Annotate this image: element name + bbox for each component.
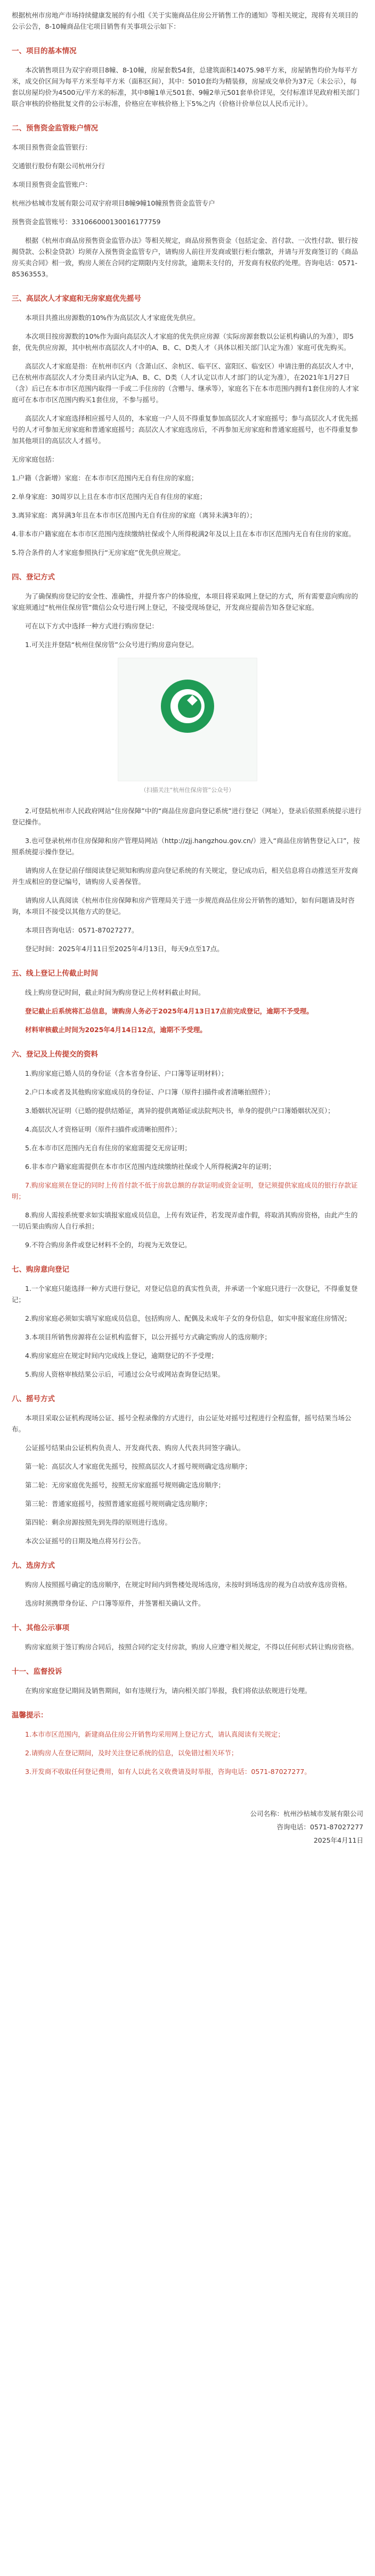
list-item: 4.购房家庭应在规定时间内完成线上登记，逾期登记的不予受理； xyxy=(25,1352,218,1360)
section-3-paragraph-1: 本项目共推出房源数的10%作为高层次人才家庭优先供应。 xyxy=(25,314,200,322)
list-item: 2.单身家庭：30周岁以上且在本市市区范围内无自有住房的家庭； xyxy=(12,493,207,501)
list-item: 3.婚姻状况证明（已婚的提供结婚证，离异的提供离婚证或法院判决书，单身的提供户口簿婚姻状况页）； xyxy=(25,1107,335,1115)
section-10-paragraph: 购房家庭须于签订购房合同后，按照合同约定支付房款，购房人应遵守相关规定，不得以任何形式转让购房资格。 xyxy=(25,1643,358,1651)
intro-paragraph: 根据杭州市房地产市场持续健康发展的有小组《关于实施商品住房公开销售工作的通知》等相关规定，现将有关项目的公示公告，8-10幢商品住宅项目销售有关事项公示如下： xyxy=(12,11,358,30)
list-item: 2.户口本或者及其他购房家庭成员的身份证、户口簿（原件扫描件或者清晰拍照件）； xyxy=(25,1088,275,1096)
section-3-paragraph-3: 高层次人才家庭是指：在杭州市区内（含萧山区、余杭区、临平区、富阳区、临安区）申请注册的高层次人才中，已在杭州市高层次人才分类目录内认定为A、B、C、D类（人才认定以市人才部门的认定为准），在2021年1月27日（含）后已在本市市区范围内取得一手或二手住房的（含赠与、继承等），家庭名下在本市范围内拥有1套住房的人才家庭可在本市市区范围内购买1套住房，不参与摇号。 xyxy=(12,362,359,404)
section-11-title: 十一、监督投诉 xyxy=(12,1667,62,1676)
list-item: 5.在本市市区范围内无自有住房的家庭需提交无房证明； xyxy=(25,1144,191,1152)
list-item: 6.非本市户籍家庭需提供在本市市区范围内连续缴纳社保或个人所得税满2年的证明； xyxy=(25,1163,275,1171)
section-1-paragraph: 本次销售项目为双宇府项目8幢、8-10幢，房屋套数54套，总建筑面积14075.98平方米，房屋销售均价为每平方米，成交价区间为每平方米至每平方米（面积区间），其中：5010套均为精装修，房屋成交单价为37元（未公示），每套以房屋均价为4500元/平方米的标准，其中8幢1单元501套、9幢2单元501套单价详见，交付标准详见政府相关部门联合审核的价格批复文件的公示标准，价格应在审核价格上下5%之内（价格计价单位以人民币元计）。 xyxy=(12,66,360,108)
section-4-paragraph-2: 可在以下方式中选择一种方式进行购房登记： xyxy=(25,622,159,630)
account-number: 预售资金监管账号：331066000130016177759 xyxy=(12,218,161,226)
section-11-paragraph: 在购房家庭登记期间及销售期间，如有违规行为，请向相关部门举报，我们将依法依规进行处理。 xyxy=(25,1687,312,1695)
tip-item: 2.请购房人在登记期间，及时关注登记系统的信息，以免错过相关环节； xyxy=(25,1749,238,1757)
section-8-paragraph-3: 本次公证摇号的日期及地点将另行公告。 xyxy=(25,1537,145,1545)
bank-name: 交通银行股份有限公司杭州分行 xyxy=(12,162,105,170)
tips-title: 温馨提示： xyxy=(12,1711,48,1720)
section-9-title: 九、选房方式 xyxy=(12,1561,55,1570)
section-8-title: 八、摇号方式 xyxy=(12,1395,55,1403)
list-item: 第二轮：无房家庭优先摇号，按照无房家庭摇号规则确定选房顺序； xyxy=(25,1481,225,1489)
section-4-paragraph-5: 请购房人在登记前仔细阅读登记须知和购房意向登记系统的有关规定，登记成功后，相关信息将自动推送至开发商并生成相应的登记编号，请购房人妥善保管。 xyxy=(12,866,358,886)
section-6-title: 六、登记及上传提交的资料 xyxy=(12,1050,98,1059)
section-3-title: 三、高层次人才家庭和无房家庭优先摇号 xyxy=(12,295,141,303)
list-item: 2.购房家庭必须如实填写家庭成员信息，包括购房人、配偶及未成年子女的身份信息，如实申报家庭住房情况； xyxy=(25,1314,351,1322)
section-5-title: 五、线上登记上传截止时间 xyxy=(12,969,98,978)
section-4-title: 四、登记方式 xyxy=(12,573,55,582)
signature-company: 公司名称：杭州沙枯城市发展有限公司 xyxy=(250,1810,363,1818)
qr-logo-icon xyxy=(161,680,214,733)
signature-contact: 咨询电话：0571-87027277 xyxy=(276,1823,363,1831)
section-4-paragraph-6: 请购房人认真阅读《杭州市住房保障和房产管理局关于进一步规范商品住房公开销售的通知》，如有问题请及时咨询，本项目不接受以其他方式的登记。 xyxy=(12,896,355,915)
list-item: 第一轮：高层次人才家庭优先摇号，按照高层次人才摇号规则确定选房顺序； xyxy=(25,1462,252,1470)
section-9-paragraph-1: 购房人按照摇号确定的选房顺序，在规定时间内到售楼处现场选房，未按时到场选房的视为自动放弃选房资格。 xyxy=(25,1581,352,1589)
list-item: 1.户籍（含新增）家庭：在本市市区范围内无自有住房的家庭； xyxy=(12,474,198,482)
section-4-paragraph-1: 为了确保购房登记的安全性、准确性，并提升客户的体验度，本项目将采取网上登记的方式，所有需要意向购房的家庭须通过“杭州住保房管”微信公众号进行网上登记，不接受现场登记，开发商应提前告知各登记家庭。 xyxy=(12,592,358,611)
signature-date: 2025年4月11日 xyxy=(313,1836,363,1844)
list-item: 5.购房人资格审核结果公示后，可通过公众号或网站查询登记结果。 xyxy=(25,1370,225,1378)
qr-note: 1.可关注并登陆“杭州住保房管”公众号进行购房意向登记。 xyxy=(25,641,198,649)
section-9-paragraph-2: 选房时须携带身份证、户口簿等原件，并签署相关确认文件。 xyxy=(25,1599,205,1607)
list-item: 1.购房家庭已婚人员的身份证（含本省身份证、户口簿等证明材料）； xyxy=(25,1069,228,1077)
section-3-paragraph-4: 高层次人才家庭选择相应摇号人员的，本家庭一户人员不得重复参加高层次人才家庭摇号；参与高层次人才优先摇号的人才可参加无房家庭和普通家庭摇号；高层次人才家庭选房后，不再参加无房家庭和普通家庭摇号，也不得重复参加其他项目的高层次人才摇号。 xyxy=(12,414,358,445)
section-4-paragraph-3: 2.可登陆杭州市人民政府网站“住房保障”中的“商品住房意向登记系统”进行登记（网址），登录后依照系统提示进行登记操作。 xyxy=(12,807,362,826)
account-name: 杭州沙枯城市发展有限公司双宇府项目8幢9幢10幢预售资金监管专户 xyxy=(12,199,215,207)
spacer xyxy=(12,1785,363,1806)
bank-label: 本项目预售资金监管银行： xyxy=(12,143,92,151)
list-item: 7.购房家庭须在登记的同时上传首付款不低于房款总额的存款证明或资金证明，登记须提供家庭成员的银行存款证明； xyxy=(12,1181,358,1200)
section-2-paragraph: 根据《杭州市商品房预售资金监管办法》等相关规定，商品房预售资金（包括定金、首付款、一次性付款、银行按揭贷款、公积金贷款）均须存入预售资金监管专户，请购房人前往开发商或银行柜台缴款，并请与开发商签订的《商品房买卖合同》相一致，购房人须在合同约定期限内支付房款，逾期未支付的，开发商有权依约处理。咨询电话：0571-85363553。 xyxy=(12,236,358,278)
section-1-title: 一、项目的基本情况 xyxy=(12,47,77,55)
section-8-paragraph-1: 本项目采取公证机构现场公证、摇号全程录像的方式进行，由公证处对摇号过程进行全程监督，摇号结果当场公布。 xyxy=(12,1414,352,1433)
section-2-title: 二、预售资金监管账户情况 xyxy=(12,124,98,133)
section-8-paragraph-2: 公证摇号结果由公证机构负责人、开发商代表、购房人代表共同签字确认。 xyxy=(25,1444,245,1452)
qr-caption: （扫描关注“杭州住保房管”公众号） xyxy=(140,787,235,794)
section-5-paragraph-2: 登记截止后系统将汇总信息，请购房人务必于2025年4月13日17点前完成登记，逾期不予受理。 xyxy=(25,1007,313,1015)
section-3-paragraph-2: 本次项目按房源数的10%作为面向高层次人才家庭的优先供应房源（实际房源套数以公证机构确认的为准），即5套，优先供应房源，其中杭州市高层次人才中的A、B、C、D类人才（具体以相关部门认定为准）家庭可优先购买。 xyxy=(12,332,354,351)
section-5-paragraph-1: 线上购房登记时间，截止时间为购房登记上传材料截止时间。 xyxy=(25,988,205,996)
section-4-paragraph-4: 3.也可登录杭州市住房保障和房产管理局网站（http://zjj.hangzhou.gov.cn/）进入“商品住房销售登记入口”，按照系统提示操作登记。 xyxy=(12,837,360,856)
list-item: 8.购房人需按系统要求如实填报家庭成员信息，上传有效证件，若发现弄虚作假，将取消其购房资格，由此产生的一切后果由购房人自行承担； xyxy=(12,1211,358,1230)
registration-time: 登记时间：2025年4月11日至2025年4月13日，每天9点至17点。 xyxy=(25,945,224,953)
account-label: 本项目预售资金监管账户： xyxy=(12,181,92,189)
section-4-paragraph-7: 本项目咨询电话：0571-87027277。 xyxy=(25,926,138,934)
list-item: 第四轮：剩余房源按照先到先得的原则进行选房。 xyxy=(25,1518,172,1526)
tip-item: 3.开发商不收取任何登记费用，如有人以此名义收费请及时举报，咨询电话：0571-87027277。 xyxy=(25,1768,311,1776)
section-10-title: 十、其他公示事项 xyxy=(12,1624,69,1632)
list-item: 9.不符合购房条件或登记材料不全的，均视为无效登记。 xyxy=(25,1241,191,1249)
list-item: 第三轮：普通家庭摇号，按照普通家庭摇号规则确定选房顺序； xyxy=(25,1500,212,1508)
qr-code-image xyxy=(118,658,257,781)
list-item: 5.符合条件的人才家庭参照执行“无房家庭”优先供应规定。 xyxy=(12,549,185,557)
list-item: 1.一个家庭只能选择一种方式进行登记，对登记信息的真实性负责，并承诺一个家庭只进行一次登记，不得重复登记； xyxy=(12,1285,358,1304)
tip-item: 1.本市市区范围内，新建商品住房公开销售均采用网上登记方式，请认真阅读有关规定； xyxy=(25,1730,284,1738)
list-item: 3.离异家庭：离异满3年且在本市市区范围内无自有住房的家庭（离异未满3年的）； xyxy=(12,511,257,519)
list-item: 4.非本市户籍家庭在本市市区范围内连续缴纳社保或个人所得税满2年及以上且在本市市区范围内无自有住房的家庭。 xyxy=(12,530,355,538)
list-item: 3.本项目所销售房源将在公证机构监督下，以公开摇号方式确定购房人的选房顺序； xyxy=(25,1333,271,1341)
section-3-paragraph-5: 无房家庭包括： xyxy=(12,455,59,463)
section-7-title: 七、购房意向登记 xyxy=(12,1265,69,1274)
list-item: 4.高层次人才资格证明（原件扫描件或清晰拍照件）； xyxy=(25,1125,182,1133)
review-deadline: 材料审核截止时间为2025年4月14日12点，逾期不予受理。 xyxy=(25,1026,207,1034)
